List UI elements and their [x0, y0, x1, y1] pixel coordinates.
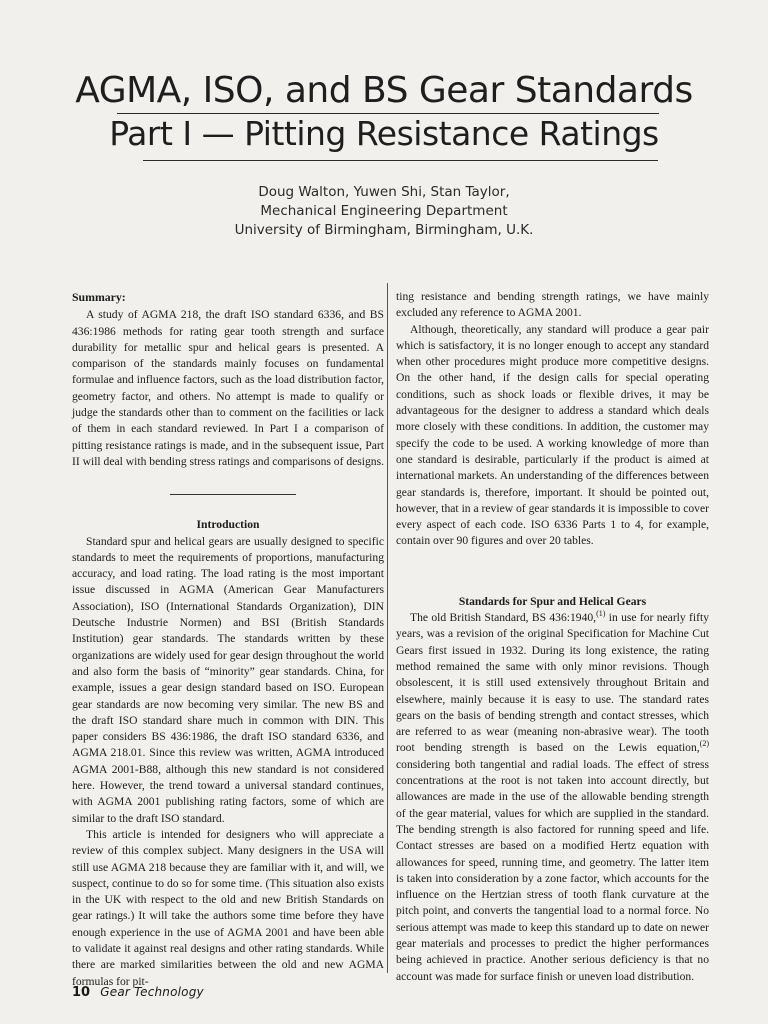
introduction-paragraph-3: Although, theoretically, any standard will produce a gear pair which is satisfactory, it is no longer enough to accept any standard when other procedures might produce more competitive designs. On the other hand, if the design calls for special operating conditions, such as shock loads or flexible drives, it may be advantageous for the designer to address a standard which deals more closely with these conditions. In addition, the customer may specify the code to be used. A working knowledge of more than one standard is desirable, particularly if the product is aimed at international markets. An understanding of the differences between gear standards is, therefore, important. It should be pointed out, however, that in a review of gear standards it is impossible to cover every aspect of each code. ISO 6336 Parts 1 to 4, for example, contain over 90 figures and over 20 tables.: [396, 322, 709, 548]
standards-heading: Standards for Spur and Helical Gears: [458, 594, 647, 608]
introduction-paragraph-2: This article is intended for designers who will appreciate a review of this complex subject. Many designers in the USA will still use AGMA 218 because they are familiar with it, and will, we suspect, continue to do so for some time. (This situation also exists in the UK with respect to the old and new British Standards on gear ratings.) It will take the authors some time before they have enough experience in the use of AGMA 2001 and have been able to validate it against real designs and other rating standards. While there are marked similarities between the old and new AGMA formulas for pit-: [72, 827, 384, 988]
introduction-heading: Introduction: [196, 518, 260, 532]
article-title-line1: AGMA, ISO, and BS Gear Standards: [75, 70, 693, 111]
author-department: Mechanical Engineering Department: [260, 203, 508, 219]
left-column: [72, 289, 384, 990]
introduction-paragraph-2-continued: ting resistance and bending strength ratings, we have mainly excluded any reference to AGMA 2001.: [396, 290, 709, 320]
magazine-name: Gear Technology: [100, 985, 204, 999]
standards-text-c: considering both tangential and radial loads. The effect of stress concentrations at the root is not taken into account directly, but allowances are made in the use of the allowable bending strength of the gear material, values for which are supplied in the standard. The bending strength is also factored for running speed and life. Contact stresses are based on a modified Hertz equation with allowances for speed, running time, and geometry. The latter item is taken into consideration by a zone factor, which accounts for the influence on the Hertzian stress of tooth flank curvature at the pitch point, and converts the tangential load to a normal force. No serious attempt was made to keep this standard up to date on newer gear materials and processes to predict the higher performances being achieved in practice. Another serious deficiency is that no account was made for surface finish or uneven load distribution.: [396, 757, 709, 983]
author-names: Doug Walton, Yuwen Shi, Stan Taylor,: [258, 184, 510, 200]
right-column: [396, 289, 709, 985]
introduction-paragraph-1: Standard spur and helical gears are usually designed to specific standards to meet the requirements of proportions, manufacturing accuracy, and load rating. The load rating is the most important issue discussed in AGMA (American Gear Manufacturers Association), ISO (International Standards Organization), DIN Deutsche Industrie Normen) and BSI (British Standards Institution) gear standards. The standards written by these organizations are widely used for gear design throughout the world and also form the basis of “minority” gear standards. China, for example, issues a gear design standard based on ISO. European gear standards are now becoming very similar. The new BS and the draft ISO standard share much in common with DIN. This paper considers BS 436:1986, the draft ISO standard 6336, and AGMA 218.01. Since this review was written, AGMA introduced AGMA 2001-B88, although this new standard is not considered here. However, the trend toward a universal standard continues, with AGMA 2001 publishing rating factors, some of which are similar to the draft ISO standard.: [72, 534, 384, 825]
standards-text-a: The old British Standard, BS 436:1940,: [410, 611, 597, 625]
reference-1: (1): [596, 609, 606, 619]
section-divider: [170, 494, 296, 495]
standards-text-b: in use for nearly fifty years, was a revision of the original Specification for Machine Cut Gears first issued in 1932. During its long existence, the rating method remained the same with only minor revisions. Though obsolescent, it is still used extensively throughout Britain and elsewhere, mainly because it is easy to use. The standard rates gears on the basis of bending strength and contact stresses, which are referred to as wear (meaning non-abrasive wear). The tooth root bending strength is based on the Lewis equation,: [396, 611, 709, 755]
title-rule-bottom: [143, 160, 658, 161]
page-footer: [72, 985, 204, 1000]
article-title-line2: Part I — Pitting Resistance Ratings: [109, 114, 659, 153]
standards-paragraph-1: [396, 610, 709, 985]
summary-text: A study of AGMA 218, the draft ISO standard 6336, and BS 436:1986 methods for rating gear tooth strength and surface durability for metallic spur and helical gears is presented. A comparison of the standards mainly focuses on fundamental formulae and influence factors, such as the load distribution factor, geometry factor, and others. No attempt is made to qualify or judge the standards other than to comment on the facilities or lack of them in each standard reviewed. In Part I a comparison of pitting resistance ratings is made, and in the subsequent issue, Part II will deal with bending stress ratings and comparisons of designs.: [72, 308, 385, 468]
column-divider: [387, 283, 388, 973]
author-university: University of Birmingham, Birmingham, U.K.: [234, 222, 534, 238]
page-number: 10: [72, 985, 91, 1000]
reference-2: (2): [699, 739, 709, 749]
summary-heading: Summary:: [72, 290, 126, 304]
byline: [0, 183, 768, 240]
